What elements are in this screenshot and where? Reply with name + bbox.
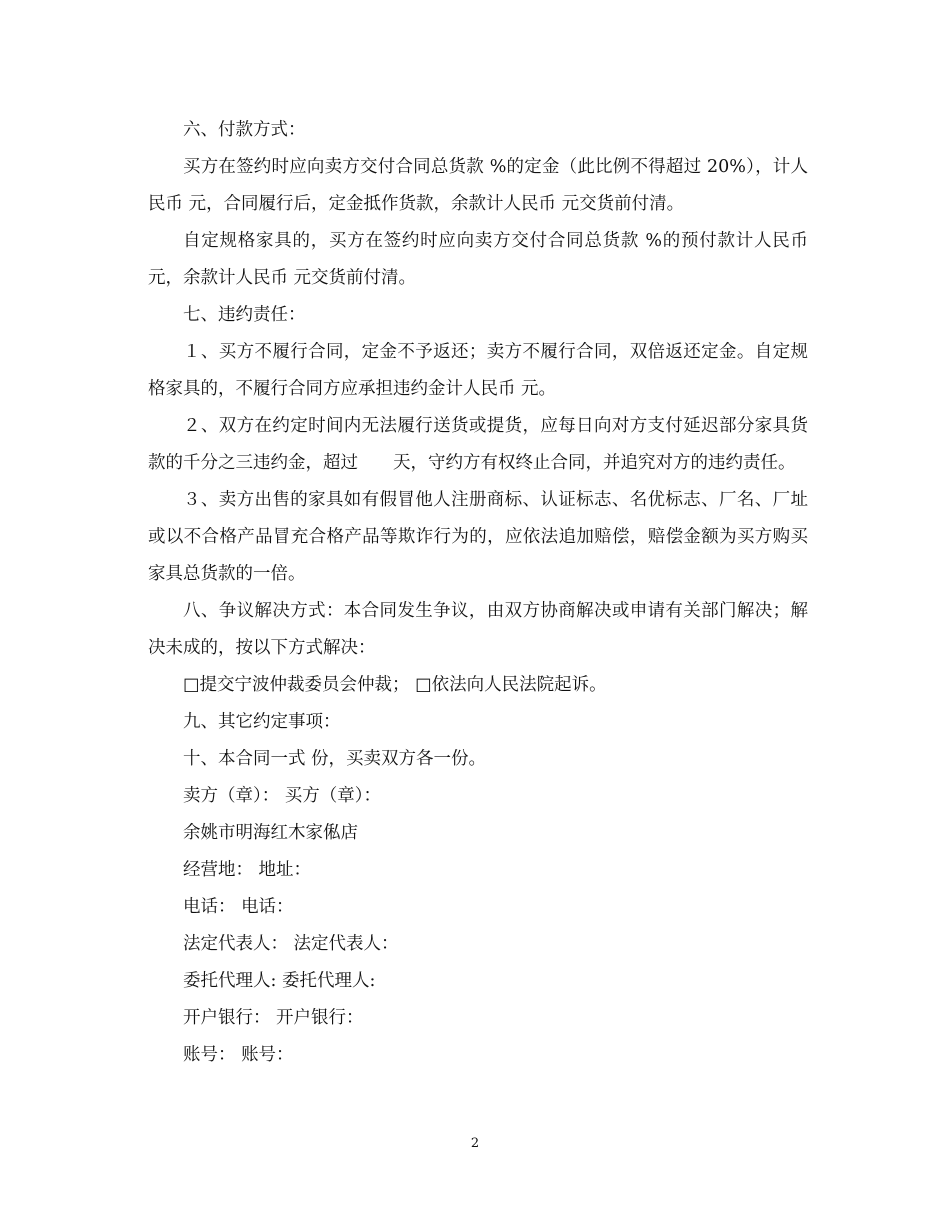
business-address: 经营地： 地址： (183, 860, 312, 880)
agent-line: 委托代理人: 委托代理人: (183, 971, 376, 991)
seller-name: 余姚市明海红木家俬店 (183, 823, 358, 843)
section-heading-copies: 十、本合同一式 份，买卖双方各一份。 (183, 749, 487, 769)
paragraph-custom-prepayment: 自定规格家具的，买方在签约时应向卖方交付合同总货款 %的预付款计人民币 元，余款计人民币 元交货前付清。 (148, 231, 808, 288)
phone-line: 电话： 电话： (183, 897, 294, 917)
account-line: 账号： 账号： (183, 1045, 294, 1065)
liability-item-2: ２、双方在约定时间内无法履行送货或提货，应每日向对方支付延迟部分家具货款的千分之三违约金，超过 天，守约方有权终止合同，并追究对方的违约责任。 (148, 416, 808, 473)
page-number: 2 (470, 1136, 480, 1151)
liability-item-1: １、买方不履行合同，定金不予返还；卖方不履行合同，双倍返还定金。自定规格家具的，不履行合同方应承担违约金计人民币 元。 (148, 342, 808, 399)
legal-representative-line: 法定代表人： 法定代表人： (183, 934, 399, 954)
liability-item-3: ３、卖方出售的家具如有假冒他人注册商标、认证标志、名优标志、厂名、厂址或以不合格产品冒充合格产品等欺诈行为的，应依法追加赔偿，赔偿金额为买方购买家具总货款的一倍。 (148, 490, 808, 584)
section-heading-dispute: 八、争议解决方式：本合同发生争议，由双方协商解决或申请有关部门解决；解决未成的，按以下方式解决： (148, 601, 808, 658)
section-heading-liability: 七、违约责任： (183, 305, 306, 325)
signature-seller-buyer: 卖方（章）： 买方（章）： (183, 786, 382, 806)
paragraph-deposit: 买方在签约时应向卖方交付合同总货款 %的定金（此比例不得超过 20%），计人民币 元，合同履行后，定金抵作货款，余款计人民币 元交货前付清。 (148, 157, 808, 214)
dispute-options: □提交宁波仲裁委员会仲裁； □依法向人民法院起诉。 (183, 675, 607, 695)
section-heading-other: 九、其它约定事项： (183, 712, 341, 732)
section-heading-payment: 六、付款方式： (183, 120, 306, 140)
document-body (148, 112, 808, 1074)
bank-line: 开户银行： 开户银行： (183, 1008, 364, 1028)
